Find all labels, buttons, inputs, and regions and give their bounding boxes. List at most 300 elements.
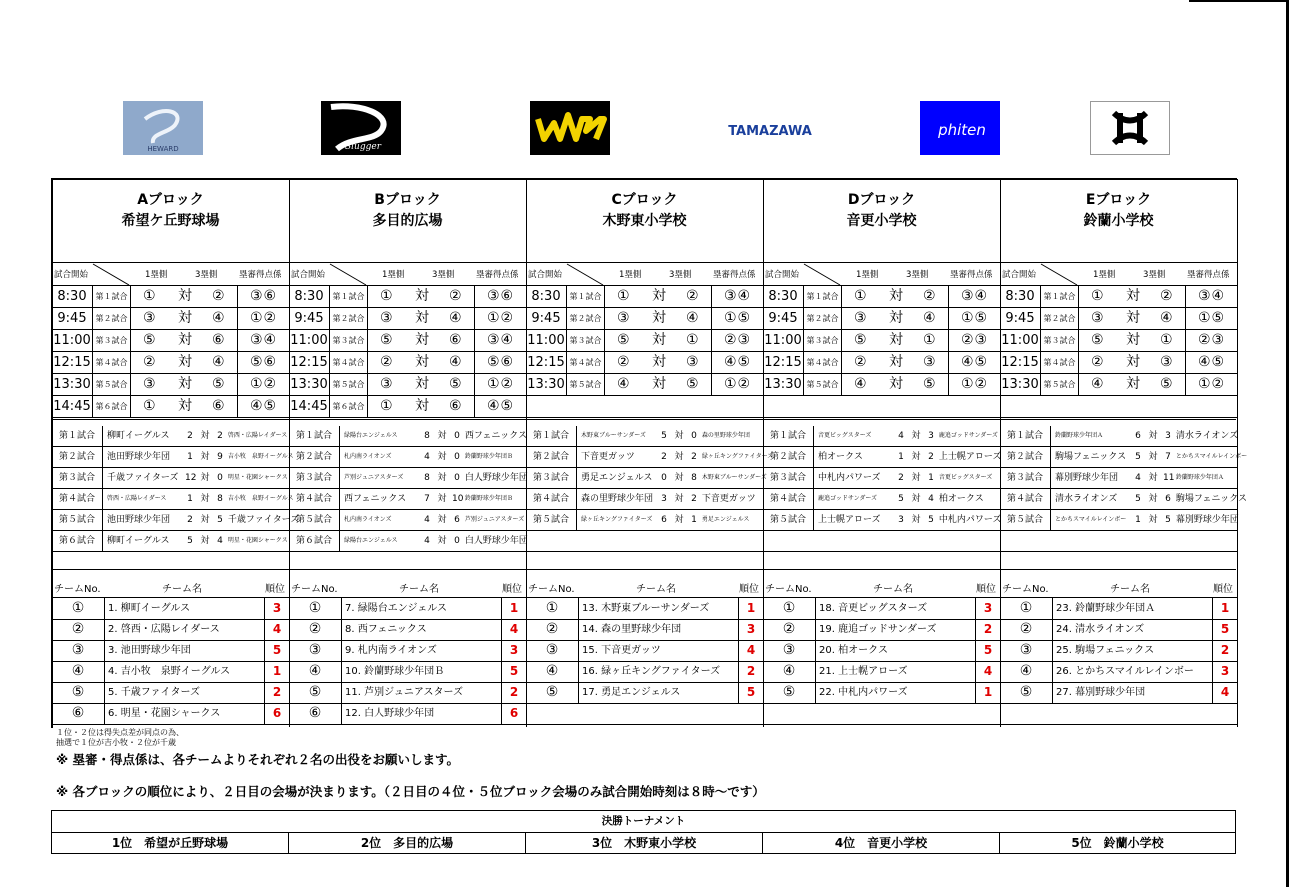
result-vs: 対 [200, 494, 210, 504]
team-name: 24. 清水ライオンズ [1056, 624, 1145, 635]
result-home-team: 音更ビッグスターズ [818, 432, 872, 439]
team-no: ⑤ [1000, 682, 1053, 703]
home-team-no: ③ [854, 310, 867, 326]
first-base-label: 1塁側 [145, 270, 168, 280]
start-time: 11:00 [763, 330, 804, 351]
logo-1-text: HEWARD [147, 145, 179, 153]
result-away-team: 勇足エンジェルス [701, 516, 750, 523]
schedule-row [1000, 330, 1237, 352]
result-vs: 対 [1148, 473, 1158, 483]
game-number: 第２試合 [1041, 308, 1079, 329]
vs-label: 対 [889, 288, 903, 304]
umpire-label: 塁審得点係 [476, 270, 519, 280]
umpire-teams: ①⑤ [1185, 308, 1237, 329]
schedule-row [1000, 352, 1237, 374]
result-home-team: 千歳ファイターズ [107, 473, 179, 483]
team-rank: 3 [738, 619, 763, 640]
team-no-label: チームNo. [765, 584, 812, 595]
away-team-no: ② [212, 288, 225, 304]
result-away-score: 5 [928, 515, 934, 525]
result-home-score: 3 [898, 515, 904, 525]
start-time: 13:30 [289, 374, 330, 395]
umpire-teams: ④⑤ [948, 352, 1000, 373]
result-row [763, 489, 1000, 510]
game-number: 第５試合 [804, 374, 842, 395]
team-name: 22. 中札内パワーズ [819, 687, 908, 698]
team-table-header [52, 576, 289, 598]
third-base-label: 3塁側 [195, 270, 218, 280]
result-row-empty [763, 531, 1000, 552]
vs-label: 対 [1126, 310, 1140, 326]
team-no: ⑤ [52, 682, 105, 703]
result-game-number: 第３試合 [1000, 468, 1051, 488]
team-row [526, 640, 763, 662]
schedule-row [289, 330, 526, 352]
game-number: 第４試合 [330, 352, 368, 373]
team-name: 17. 勇足エンジェルス [582, 687, 681, 698]
team-row [52, 703, 289, 725]
schedule-row [526, 330, 763, 352]
result-away-team: 中札内パワーズ [938, 515, 1002, 525]
result-vs: 対 [1148, 494, 1158, 504]
home-team-no: ③ [617, 310, 630, 326]
umpire-note: ※ 塁審・得点係は、各チームよりそれぞれ２名の出役をお願いします。 [56, 752, 460, 767]
result-away-team: 明星・花園シャークス [227, 474, 288, 481]
result-game-number: 第５試合 [289, 510, 340, 530]
start-time: 8:30 [526, 286, 567, 307]
final-venue-5: 5位 鈴蘭小学校 [1071, 836, 1164, 850]
away-team-no: ② [686, 288, 699, 304]
result-home-team: 幕別野球少年団 [1055, 473, 1119, 483]
result-away-score: 4 [928, 494, 934, 504]
start-label: 試合開始 [1002, 270, 1037, 280]
schedule-row [763, 374, 1000, 396]
block-name: Eブロック [1085, 192, 1152, 208]
schedule-row [289, 286, 526, 308]
team-rank: 2 [738, 661, 763, 682]
result-vs: 対 [1148, 431, 1158, 441]
umpire-teams: ④⑤ [711, 352, 763, 373]
start-time: 13:30 [526, 374, 567, 395]
umpire-teams: ①② [474, 374, 526, 395]
game-number: 第３試合 [330, 330, 368, 351]
team-row [763, 598, 1000, 620]
result-home-score: 3 [661, 494, 667, 504]
result-away-team: 下音更ガッツ [701, 494, 756, 504]
result-away-score: 2 [691, 452, 697, 462]
result-home-team: 緑陽台エンジェルス [344, 432, 398, 439]
result-away-score: 8 [217, 494, 223, 504]
block-1 [52, 179, 300, 727]
team-name: 21. 上士幌アローズ [819, 666, 908, 677]
umpire-teams: ③④ [1185, 286, 1237, 307]
start-time: 8:30 [1000, 286, 1041, 307]
umpire-teams: ③⑥ [474, 286, 526, 307]
team-rank: 6 [264, 703, 289, 724]
team-no-label: チームNo. [528, 584, 575, 595]
team-row [289, 661, 526, 683]
vs-label: 対 [889, 332, 903, 348]
team-no: ⑤ [289, 682, 342, 703]
start-time: 8:30 [763, 286, 804, 307]
result-away-team: 白人野球少年団 [464, 473, 528, 483]
away-team-no: ① [686, 332, 699, 348]
result-row [289, 426, 526, 447]
section-divider [51, 419, 1236, 420]
vs-label: 対 [178, 288, 192, 304]
result-away-team: 緑ヶ丘キングファイターズ [701, 453, 774, 460]
result-row [1000, 510, 1237, 531]
rank-label: 順位 [739, 584, 759, 595]
result-away-team: 千歳ファイターズ [227, 515, 300, 525]
schedule-row [763, 352, 1000, 374]
result-row [1000, 426, 1237, 447]
result-away-score: 1 [928, 473, 934, 483]
rank-label: 順位 [976, 584, 996, 595]
team-row [52, 682, 289, 704]
schedule-row [289, 396, 526, 418]
block-header [763, 179, 1000, 263]
team-row [289, 598, 526, 620]
umpire-teams: ③⑥ [237, 286, 289, 307]
team-name: 9. 札内南ライオンズ [345, 645, 437, 656]
team-name: 14. 森の里野球少年団 [582, 624, 682, 635]
result-row [526, 426, 763, 447]
third-base-label: 3塁側 [906, 270, 929, 280]
result-home-team: 勇足エンジェルス [581, 473, 653, 483]
result-home-team: 芦別ジュニアスターズ [344, 474, 404, 481]
team-row [52, 640, 289, 662]
team-name: 16. 緑ヶ丘キングファイターズ [582, 666, 721, 677]
schedule-header [52, 264, 289, 286]
vs-label: 対 [178, 376, 192, 392]
page-frame-top [1189, 0, 1289, 2]
team-no: ④ [763, 661, 816, 682]
schedule-row [1000, 374, 1237, 396]
tiebreak-note-line1: １位・２位は得失点差が同点の為、 [56, 728, 184, 737]
umpire-label: 塁審得点係 [950, 270, 993, 280]
result-vs: 対 [911, 431, 921, 441]
game-number: 第１試合 [567, 286, 605, 307]
result-row [526, 489, 763, 510]
result-away-team: 駒場フェニックス [1175, 494, 1247, 504]
result-vs: 対 [911, 494, 921, 504]
slugger-logo-text: Slugger [345, 142, 381, 152]
home-team-no: ① [143, 288, 156, 304]
home-team-no: ① [617, 288, 630, 304]
result-row [763, 447, 1000, 468]
result-vs: 対 [200, 452, 210, 462]
umpire-teams: ④⑤ [474, 396, 526, 417]
result-vs: 対 [200, 473, 210, 483]
team-name-label: チーム名 [873, 584, 913, 595]
team-name: 3. 池田野球少年団 [108, 645, 191, 656]
team-name: 20. 柏オークス [819, 645, 888, 656]
team-no: ① [1000, 598, 1053, 619]
tiebreak-note [56, 728, 184, 748]
team-rank: 1 [975, 682, 1000, 703]
team-row [763, 640, 1000, 662]
team-name: 5. 千歳ファイターズ [108, 687, 201, 698]
team-no: ② [526, 619, 579, 640]
team-row [52, 619, 289, 641]
result-home-team: 池田野球少年団 [107, 515, 171, 525]
result-away-team: 幕別野球少年団 [1175, 515, 1239, 525]
team-name: 25. 駒場フェニックス [1056, 645, 1155, 656]
team-rank: 5 [501, 661, 526, 682]
away-team-no: ④ [449, 310, 462, 326]
team-no-label: チームNo. [291, 584, 338, 595]
start-label: 試合開始 [765, 270, 800, 280]
result-home-score: 5 [1135, 494, 1141, 504]
home-team-no: ② [617, 354, 630, 370]
away-team-no: ④ [923, 310, 936, 326]
block-header [52, 179, 289, 263]
result-row [526, 510, 763, 531]
start-time: 13:30 [52, 374, 93, 395]
tamazawa-logo-text: TAMAZAWA [728, 124, 812, 139]
result-row [763, 510, 1000, 531]
result-game-number: 第１試合 [763, 426, 814, 446]
result-game-number: 第４試合 [526, 489, 577, 509]
vs-label: 対 [1126, 332, 1140, 348]
game-number: 第３試合 [804, 330, 842, 351]
block-name: Aブロック [137, 192, 204, 208]
team-name: 8. 西フェニックス [345, 624, 427, 635]
schedule-row [526, 286, 763, 308]
game-number: 第２試合 [567, 308, 605, 329]
phiten-logo-text: phiten [938, 121, 986, 139]
result-game-number: 第６試合 [289, 531, 340, 551]
result-vs: 対 [1148, 515, 1158, 525]
result-away-team: とかちスマイルレインボー [1175, 453, 1248, 460]
start-label: 試合開始 [291, 270, 326, 280]
game-number: 第２試合 [804, 308, 842, 329]
team-rank: 3 [501, 640, 526, 661]
final-tournament-table [51, 810, 1236, 854]
result-game-number: 第２試合 [52, 447, 103, 467]
vs-label: 対 [415, 398, 429, 414]
result-game-number: 第２試合 [526, 447, 577, 467]
umpire-teams: ②③ [948, 330, 1000, 351]
result-home-score: 1 [187, 494, 193, 504]
schedule-row [52, 330, 289, 352]
result-home-score: 2 [187, 515, 193, 525]
home-team-no: ② [380, 354, 393, 370]
third-base-label: 3塁側 [432, 270, 455, 280]
result-home-team: 緑ヶ丘キングファイターズ [581, 516, 653, 523]
result-row [763, 426, 1000, 447]
away-team-no: ③ [923, 354, 936, 370]
result-home-score: 2 [661, 452, 667, 462]
team-row [763, 619, 1000, 641]
result-away-team: 木野東ブルーサンダーズ [701, 474, 767, 481]
under-armour-logo [1090, 101, 1170, 155]
home-team-no: ④ [1091, 376, 1104, 392]
result-home-score: 6 [1135, 431, 1141, 441]
game-number: 第４試合 [567, 352, 605, 373]
result-game-number: 第１試合 [52, 426, 103, 446]
umpire-teams: ③④ [711, 286, 763, 307]
block-header [289, 179, 526, 263]
team-no: ① [289, 598, 342, 619]
result-home-team: 池田野球少年団 [107, 452, 171, 462]
team-row [526, 619, 763, 641]
start-time: 11:00 [289, 330, 330, 351]
schedule-row-empty [526, 396, 763, 418]
away-team-no: ⑥ [449, 332, 462, 348]
result-row [52, 531, 289, 552]
final-tournament-title: 決勝トーナメント [52, 811, 1235, 833]
result-home-score: 4 [424, 515, 430, 525]
away-team-no: ⑥ [212, 398, 225, 414]
result-home-score: 5 [661, 431, 667, 441]
result-game-number: 第６試合 [52, 531, 103, 551]
team-rank: 3 [975, 598, 1000, 619]
result-home-score: 2 [187, 431, 193, 441]
umpire-teams: ④⑤ [1185, 352, 1237, 373]
result-vs: 対 [437, 536, 447, 546]
team-row [1000, 640, 1237, 662]
team-rank: 2 [975, 619, 1000, 640]
vs-label: 対 [652, 332, 666, 348]
team-name-label: チーム名 [636, 584, 676, 595]
result-away-team: 鈴蘭野球少年団Ｂ [464, 453, 513, 460]
result-home-team: 清水ライオンズ [1055, 494, 1118, 504]
umpire-teams: ①② [474, 308, 526, 329]
result-away-score: 6 [1165, 494, 1171, 504]
result-vs: 対 [437, 494, 447, 504]
home-team-no: ⑤ [380, 332, 393, 348]
vs-label: 対 [652, 310, 666, 326]
schedule-row [52, 396, 289, 418]
team-rank: 6 [501, 703, 526, 724]
result-row [763, 468, 1000, 489]
schedule-row [52, 308, 289, 330]
schedule-row [763, 330, 1000, 352]
block-4 [763, 179, 1001, 727]
result-home-team: 鹿追ゴッドサンダーズ [818, 495, 878, 502]
result-home-team: とかちスマイルレインボー [1055, 516, 1127, 523]
team-row [1000, 619, 1237, 641]
third-base-label: 3塁側 [1143, 270, 1166, 280]
result-home-team: 柳町イーグルス [107, 431, 170, 441]
game-number: 第１試合 [1041, 286, 1079, 307]
block-venue: 音更小学校 [846, 213, 917, 229]
team-name: 27. 幕別野球少年団 [1056, 687, 1146, 698]
team-rank: 3 [1212, 661, 1237, 682]
result-home-team: 下音更ガッツ [581, 452, 635, 462]
vs-label: 対 [889, 310, 903, 326]
umpire-teams: ③④ [237, 330, 289, 351]
diagonal-line [567, 264, 603, 285]
team-rank: 4 [975, 661, 1000, 682]
block-5 [1000, 179, 1248, 727]
result-home-team: 木野東ブルーサンダーズ [581, 432, 646, 439]
team-name: 18. 音更ビッグスターズ [819, 603, 928, 614]
result-away-team: 啓西・広陽レイダース [227, 432, 288, 439]
result-away-team: 柏オークス [938, 494, 984, 504]
start-time: 12:15 [52, 352, 93, 373]
block-venue: 希望ケ丘野球場 [121, 213, 220, 229]
team-no: ⑥ [289, 703, 342, 724]
away-team-no: ⑥ [212, 332, 225, 348]
game-number: 第１試合 [330, 286, 368, 307]
result-home-score: 4 [1135, 473, 1141, 483]
team-no: ② [763, 619, 816, 640]
team-rank: 1 [1212, 598, 1237, 619]
team-no: ④ [1000, 661, 1053, 682]
vs-label: 対 [1126, 354, 1140, 370]
start-time: 8:30 [52, 286, 93, 307]
result-vs: 対 [674, 494, 684, 504]
result-game-number: 第４試合 [1000, 489, 1051, 509]
result-home-team: 駒場フェニックス [1055, 452, 1127, 462]
team-no: ③ [1000, 640, 1053, 661]
schedule-row [763, 286, 1000, 308]
home-team-no: ③ [380, 376, 393, 392]
result-home-team: 緑陽台エンジェルス [344, 537, 398, 544]
result-row [52, 510, 300, 531]
schedule-row-empty [1000, 396, 1237, 418]
umpire-teams: ③④ [474, 330, 526, 351]
away-team-no: ④ [686, 310, 699, 326]
home-team-no: ⑤ [854, 332, 867, 348]
result-away-score: 9 [217, 452, 223, 462]
result-away-score: 2 [928, 452, 934, 462]
away-team-no: ⑤ [1160, 376, 1173, 392]
umpire-teams: ②③ [711, 330, 763, 351]
team-row [1000, 598, 1237, 620]
result-row [52, 489, 294, 510]
team-row [1000, 682, 1237, 704]
tamazawa-logo [730, 101, 810, 155]
result-home-score: 2 [898, 473, 904, 483]
home-team-no: ① [143, 398, 156, 414]
result-row [52, 447, 294, 468]
start-time: 8:30 [289, 286, 330, 307]
result-row-empty [1000, 531, 1237, 552]
schedule-row [1000, 308, 1237, 330]
start-time: 13:30 [763, 374, 804, 395]
vs-label: 対 [178, 354, 192, 370]
page-frame-right [1286, 0, 1289, 887]
game-number: 第４試合 [1041, 352, 1079, 373]
team-rank: 4 [738, 640, 763, 661]
start-time: 9:45 [1000, 308, 1041, 329]
block-venue: 木野東小学校 [602, 213, 687, 229]
schedule-row [526, 308, 763, 330]
final-venue-1: 1位 希望が丘野球場 [52, 833, 289, 854]
away-team-no: ① [923, 332, 936, 348]
block-header [526, 179, 763, 263]
away-team-no: ⑤ [212, 376, 225, 392]
final-venue-3: 3位 木野東小学校 [526, 833, 763, 854]
away-team-no: ⑥ [449, 398, 462, 414]
team-name: 13. 木野東ブルーサンダーズ [582, 603, 710, 614]
away-team-no: ⑤ [923, 376, 936, 392]
home-team-no: ⑤ [1091, 332, 1104, 348]
away-team-no: ④ [212, 310, 225, 326]
diagonal-line [93, 264, 129, 285]
start-time: 9:45 [526, 308, 567, 329]
block-name: Bブロック [374, 192, 441, 208]
team-table-header [763, 576, 1000, 598]
result-home-score: 8 [424, 431, 430, 441]
game-number: 第２試合 [93, 308, 131, 329]
team-row [763, 661, 1000, 683]
team-no: ③ [52, 640, 105, 661]
